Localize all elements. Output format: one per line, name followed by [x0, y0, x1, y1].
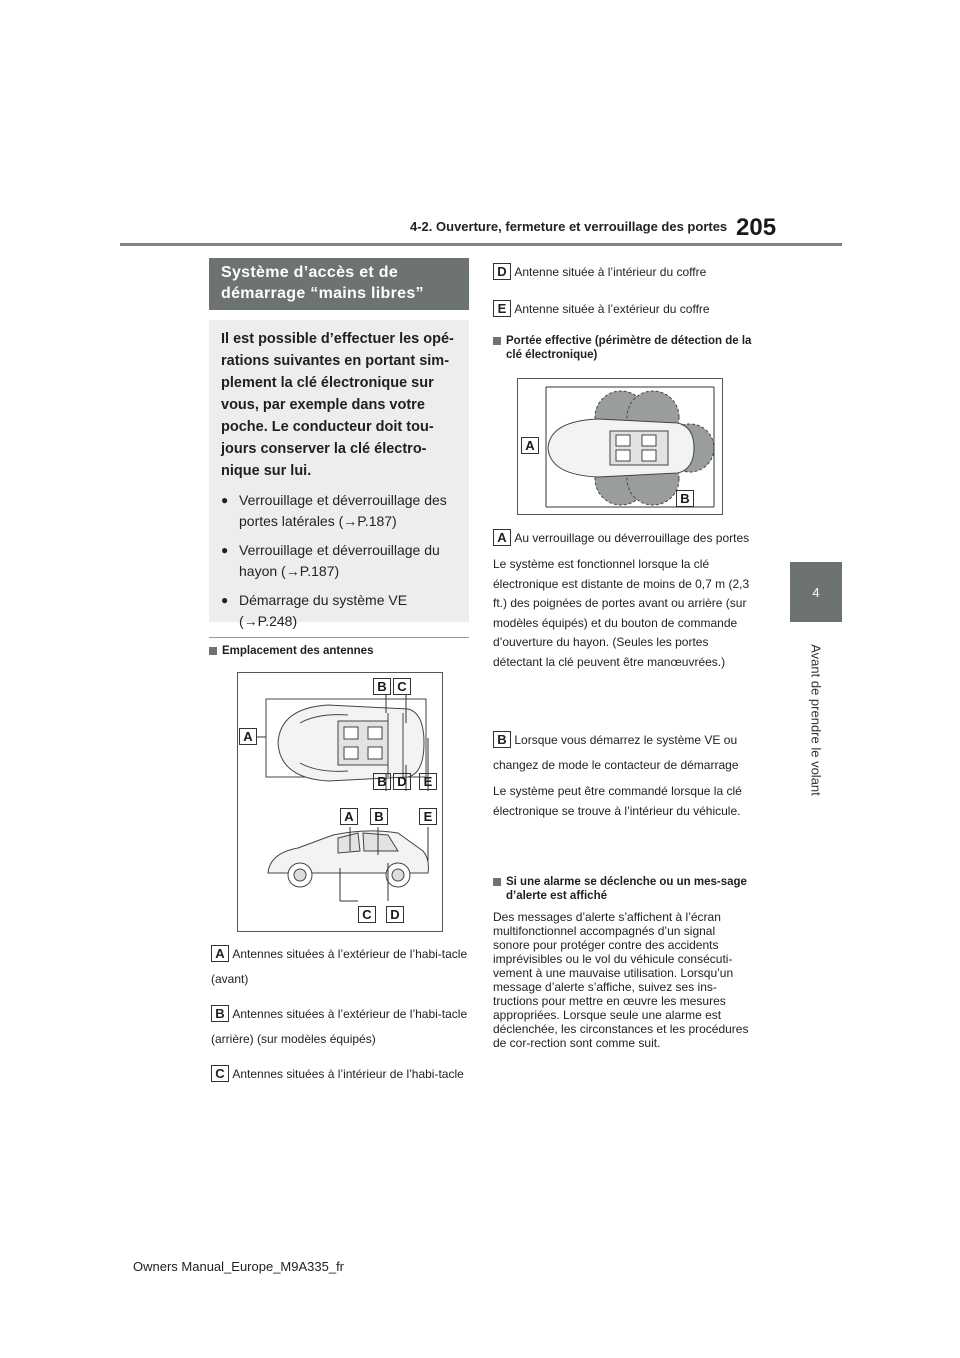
bullet-item [221, 590, 457, 632]
legend-key: A [211, 945, 229, 962]
figure-label-c: C [393, 678, 411, 695]
range-label-b: B [676, 490, 694, 507]
range-heading [493, 334, 755, 362]
figure-label-d: D [393, 773, 411, 790]
bullet-dot-icon: ● [221, 593, 229, 607]
alarm-heading [493, 875, 755, 903]
alarm-text: Des messages d’alerte s’affichent à l’écran multifonctionnel accompagnés d’un signal sonore pour protéger contre des accidents imprévisibles ou le vol du véhicule consécuti-vement à une mauvaise utilisation. Lorsqu’un message d’alerte s’affiche, suivez ses ins-tructions pour mettre en œuvre les mesures appropriées. Lorsque seule une alarme est déclenchée, les circonstances et les procédures de cor-rection sont comme suit. [493, 910, 749, 1050]
legend-text: Antenne située à l’extérieur du coffre [514, 302, 710, 316]
legend-text: Antennes situées à l’extérieur de l’habi-tacle (arrière) (sur modèles équipés) [211, 1007, 468, 1046]
page-number: 205 [736, 214, 777, 241]
range-title: Au verrouillage ou déverrouillage des portes [514, 531, 750, 545]
section-title: Système d’accès et de démarrage “mains libres” [209, 258, 469, 310]
figure-label-a: A [340, 808, 358, 825]
legend-text: Antennes situées à l’intérieur de l’habi-tacle [232, 1067, 464, 1081]
bullet-text: Verrouillage et déverrouillage des portes latérales (→P.187) [239, 492, 447, 529]
range-item-a [493, 526, 755, 672]
legend-key: C [211, 1065, 229, 1082]
figure-label-b: B [370, 808, 388, 825]
alarm-heading-text: Si une alarme se déclenche ou un mes-sage d’alerte est affiché [506, 876, 747, 902]
range-item-b [493, 728, 755, 821]
bullet-dot-icon: ● [221, 493, 229, 507]
square-bullet-icon [493, 337, 501, 345]
bullet-item [221, 490, 457, 532]
bullet-text: Démarrage du système VE (→P.248) [239, 592, 408, 629]
legend-key: E [493, 300, 511, 317]
figure-label-e: E [419, 773, 437, 790]
section-divider [209, 637, 469, 638]
legend-item-a [211, 942, 471, 992]
chapter-side-label-text: Avant de prendre le volant [808, 644, 824, 796]
legend-item-d [493, 260, 753, 285]
range-title: Lorsque vous démarrez le système VE ou changez de mode le contacteur de démarrage [493, 733, 739, 772]
chapter-heading: 4-2. Ouverture, fermeture et verrouillage des portes [410, 219, 728, 234]
figure-label-c: C [358, 906, 376, 923]
range-key: A [493, 529, 511, 546]
antenna-location-figure [237, 672, 443, 932]
legend-item-c [211, 1062, 471, 1087]
footer-text: Owners Manual_Europe_M9A335_fr [133, 1259, 345, 1274]
legend-key: D [493, 263, 511, 280]
header-divider [120, 243, 842, 246]
chapter-number: 4 [812, 584, 820, 600]
bullet-text: Verrouillage et déverrouillage du hayon (→P.187) [239, 542, 440, 579]
range-item-b-text: Le système peut être commandé lorsque la clé électronique se trouve à l’intérieur du véhicule. [493, 784, 742, 818]
figure-label-e: E [419, 808, 437, 825]
figure-label-a: A [239, 728, 257, 745]
square-bullet-icon [209, 647, 217, 655]
antenna-heading [209, 644, 469, 658]
antenna-diagram [238, 673, 442, 931]
legend-text: Antenne située à l’intérieur du coffre [514, 265, 707, 279]
bullet-item [221, 540, 457, 582]
legend-item-e [493, 297, 753, 322]
figure-label-d: D [386, 906, 404, 923]
legend-item-b [211, 1002, 471, 1052]
chapter-side-label [790, 640, 842, 800]
chapter-tab[interactable] [790, 562, 842, 622]
figure-label-b: B [373, 773, 391, 790]
antenna-heading-text: Emplacement des antennes [222, 645, 374, 657]
bullet-dot-icon: ● [221, 543, 229, 557]
range-key: B [493, 731, 511, 748]
range-item-a-title [493, 526, 755, 551]
range-item-a-text: Le système est fonctionnel lorsque la clé électronique est distante de moins de 0,7 m (2,3 ft.) des poignées de portes avant ou arrière (sur modèles équipés) et du bouton de commande d’ouverture du hayon. (Seules les portes détectant la clé peuvent être manœuvrées.) [493, 557, 750, 669]
intro-box [209, 320, 469, 629]
range-label-a: A [521, 437, 539, 454]
range-heading-text: Portée effective (périmètre de détection de la clé électronique) [506, 335, 752, 361]
legend-key: B [211, 1005, 229, 1022]
range-item-b-title [493, 728, 755, 778]
intro-text: Il est possible d’effectuer les opé-rations suivantes en portant sim-plement la clé électronique sur vous, par exemple dans votre poche. Le conducteur doit tou-jours conserver la clé électro-nique sur lui. [221, 331, 454, 479]
square-bullet-icon [493, 878, 501, 886]
legend-text: Antennes situées à l’extérieur de l’habi-tacle (avant) [211, 947, 468, 986]
figure-label-b: B [373, 678, 391, 695]
